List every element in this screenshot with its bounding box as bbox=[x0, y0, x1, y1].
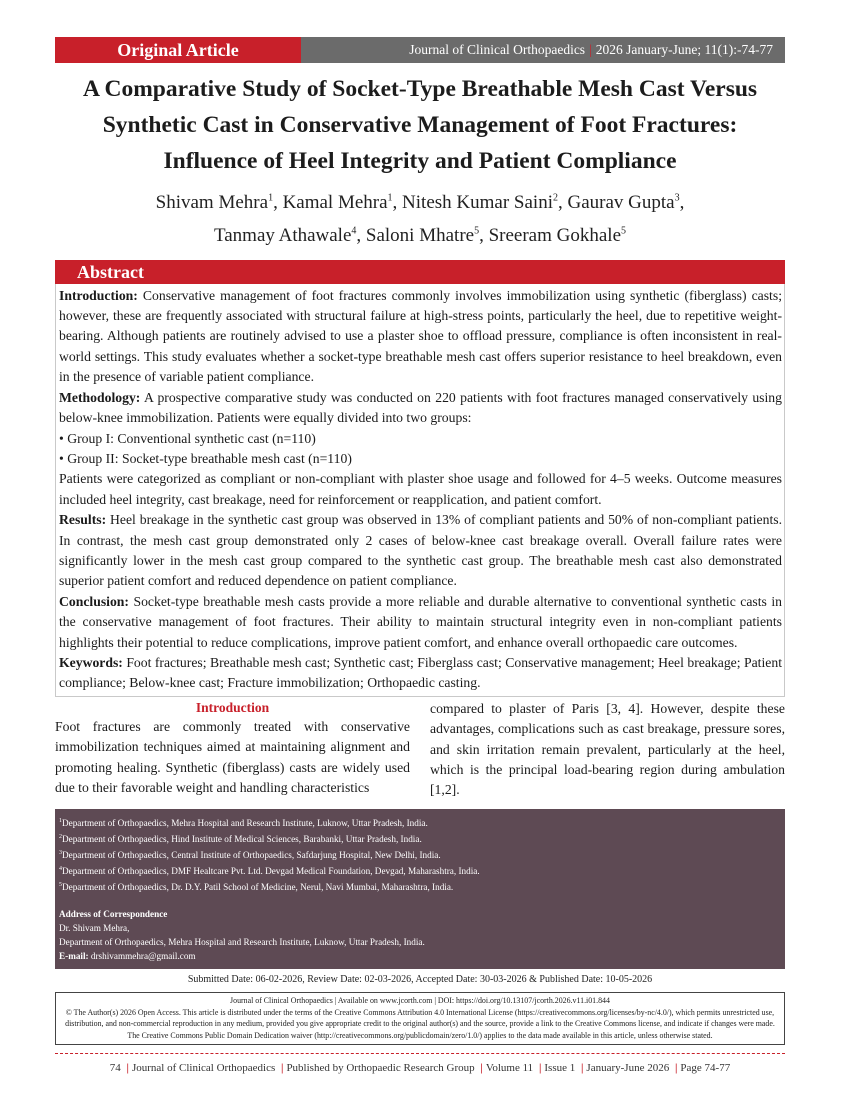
affiliation: $^1$Department of Orthopaedics, Mehra Hospital and Research Institute, Luknow, Uttar Pradesh, India. bbox=[59, 817, 428, 828]
body-columns bbox=[55, 699, 785, 801]
footer-pages: Page 74-77 bbox=[680, 1061, 731, 1074]
footer-publisher: Published by Orthopaedic Research Group bbox=[286, 1061, 475, 1074]
correspondence-heading: Address of Correspondence bbox=[59, 909, 168, 920]
article-header-bar bbox=[55, 37, 785, 63]
article-page bbox=[55, 37, 785, 1074]
right-column bbox=[430, 699, 785, 801]
author-list bbox=[55, 185, 785, 250]
footer-journal: Journal of Clinical Orthopaedics bbox=[131, 1061, 276, 1074]
journal-separator: | bbox=[589, 42, 592, 57]
correspondence-name: Dr. Shivam Mehra, bbox=[59, 923, 130, 934]
page-footer: 74 | Journal of Clinical Orthopaedics | Published by Orthopaedic Research Group | Volume 11 | Issue 1 | January-June 2026 | Page 74-77 bbox=[109, 1061, 731, 1074]
affiliation: $^3$Department of Orthopaedics, Central Institute of Orthopaedics, Safdarjung Hospital, New Delhi, India. bbox=[59, 849, 441, 860]
license-box bbox=[55, 992, 785, 1044]
section-label: Original Article bbox=[55, 37, 301, 63]
affiliation: $^4$Department of Orthopaedics, DMF Healtcare Pvt. Ltd. Devgad Medical Foundation, Devgad, Maharashtra, India. bbox=[59, 866, 480, 877]
affiliation: $^2$Department of Orthopaedics, Hind Institute of Medical Sciences, Barabanki, Uttar Pradesh, India. bbox=[59, 833, 422, 844]
abstract-results: Results: Heel breakage in the synthetic cast group was observed in 13% of compliant patients and 50% of non-compliant patients. In contrast, the mesh cast group demonstrated only 2 cases of below-knee cast breakage overall. Overall failure rates were significantly lower in the mesh cast group compared to the synthetic cast group. The breathable mesh cast also demonstrated superior patient comfort and reduced dependence on patient compliance. bbox=[59, 512, 782, 589]
affiliation: $^5$Department of Orthopaedics, Dr. D.Y. Patil School of Medicine, Nerul, Navi Mumbai, Maharashtra, India. bbox=[59, 882, 454, 893]
left-column bbox=[55, 699, 410, 801]
affiliations-box bbox=[55, 809, 785, 969]
abstract-introduction: Introduction: Conservative management of foot fractures commonly involves immobilization using synthetic (fiberglass) casts; however, these are frequently associated with structural failure at high-stress points, particularly the heel, due to repetitive weight-bearing. Although patients are routinely advised to use a plaster shoe to offload pressure, compliance is often inconsistent in real-world settings. This study evaluates whether a socket-type breathable mesh cast offers superior resistance to heel breakdown, even in the presence of variable patient compliance. bbox=[59, 287, 782, 385]
article-title: A Comparative Study of Socket-Type Breathable Mesh Cast Versus Synthetic Cast in Conservative Management of Foot Fractures: Influence of Heel Integrity and Patient Compliance bbox=[82, 76, 758, 174]
license-text: © The Author(s) 2026 Open Access. This article is distributed under the terms of the Creative Commons Attribution 4.0 International License (https://creativecommons.org/licenses/by-nc/4.0/), which permits unrestricted use, distribution, and non-commercial reproduction in any medium, provided you give appropriate credit to the original author(s) and the source, provide a link to the Creative Commons license, and indicate if changes were made. The Creative Commons Public Domain Dedication waiver (http://creativecommons.org/publicdomain/zero/1.0/) applies to the data made available in this article, unless otherwise stated. bbox=[65, 1007, 775, 1040]
author: Saloni Mhatre$^5$, bbox=[365, 224, 489, 246]
abstract-methodology: Methodology: A prospective comparative study was conducted on 220 patients with foot fractures managed conservatively using below-knee immobilization. Patients were equally divided into two groups: bbox=[59, 389, 782, 426]
journal-name: Journal of Clinical Orthopaedics bbox=[409, 42, 586, 57]
introduction-heading: Introduction bbox=[195, 699, 270, 715]
author: Kamal Mehra$^1$, bbox=[282, 192, 403, 214]
abstract-box bbox=[55, 284, 785, 697]
correspondence-email: E-mail: drshivammehra@gmail.com bbox=[59, 951, 196, 962]
right-column-text: compared to plaster of Paris [3, 4]. However, despite these advantages, complications such as cast breakage, pressure sores, and skin irritation remain prevalent, particularly at the heel, which is the principal load-bearing region during ambulation [1,2]. bbox=[430, 700, 785, 798]
journal-citation bbox=[301, 37, 785, 63]
footer-period: January-June 2026 bbox=[586, 1061, 670, 1074]
correspondence-address: Department of Orthopaedics, Mehra Hospital and Research Institute, Luknow, Uttar Pradesh, India. bbox=[59, 937, 425, 948]
author: Shivam Mehra$^1$, bbox=[155, 192, 283, 214]
abstract-heading: Abstract bbox=[55, 260, 785, 284]
abstract-group-2: • Group II: Socket-type breathable mesh cast (n=110) bbox=[59, 450, 352, 466]
footer-issue: Issue 1 bbox=[544, 1061, 576, 1074]
author: Nitesh Kumar Saini$^2$, bbox=[402, 192, 568, 214]
abstract-conclusion: Conclusion: Socket-type breathable mesh casts provide a more reliable and durable alternative to conventional synthetic casts in the conservative management of foot fractures. Their ability to maintain structural integrity even in non-compliant patients highlights their potential to reduce complications, improve patient comfort, and enhance overall orthopaedic care outcomes. bbox=[59, 593, 782, 650]
footer-divider bbox=[55, 1053, 785, 1054]
abstract-keywords: Keywords: Foot fractures; Breathable mesh cast; Synthetic cast; Fiberglass cast; Conservative management; Heel breakage; Patient compliance; Below-knee cast; Fracture immobilization; Orthopaedic casting. bbox=[59, 654, 782, 691]
email-link[interactable]: drshivammehra@gmail.com bbox=[88, 951, 196, 962]
page-number: 74 bbox=[109, 1061, 121, 1074]
license-doi-line: Journal of Clinical Orthopaedics | Available on www.jcorth.com | DOI: https://doi.org/10.13107/jcorth.2026.v11.i01.844 bbox=[230, 996, 610, 1006]
footer-volume: Volume 11 bbox=[485, 1061, 534, 1074]
author: Sreeram Gokhale$^5$ bbox=[488, 224, 627, 246]
article-dates: Submitted Date: 06-02-2026, Review Date: 02-03-2026, Accepted Date: 30-03-2026 & Published Date: 10-05-2026 bbox=[187, 974, 653, 986]
abstract-group-1: • Group I: Conventional synthetic cast (n=110) bbox=[59, 430, 316, 446]
author: Tanmay Athawale$^4$, bbox=[213, 224, 366, 246]
left-column-text: Foot fractures are commonly treated with conservative immobilization techniques aimed at maintaining alignment and promoting healing. Synthetic (fiberglass) casts are widely used due to their favorable weight and handling characteristics bbox=[55, 718, 410, 795]
journal-issue: 2026 January-June; 11(1):-74-77 bbox=[595, 42, 773, 57]
abstract-methodology-cont: Patients were categorized as compliant or non-compliant with plaster shoe usage and followed for 4–5 weeks. Outcome measures included heel integrity, cast breakage, need for reinforcement or reapplication, and patient comfort. bbox=[59, 471, 782, 507]
author: Gaurav Gupta$^3$, bbox=[567, 192, 685, 214]
